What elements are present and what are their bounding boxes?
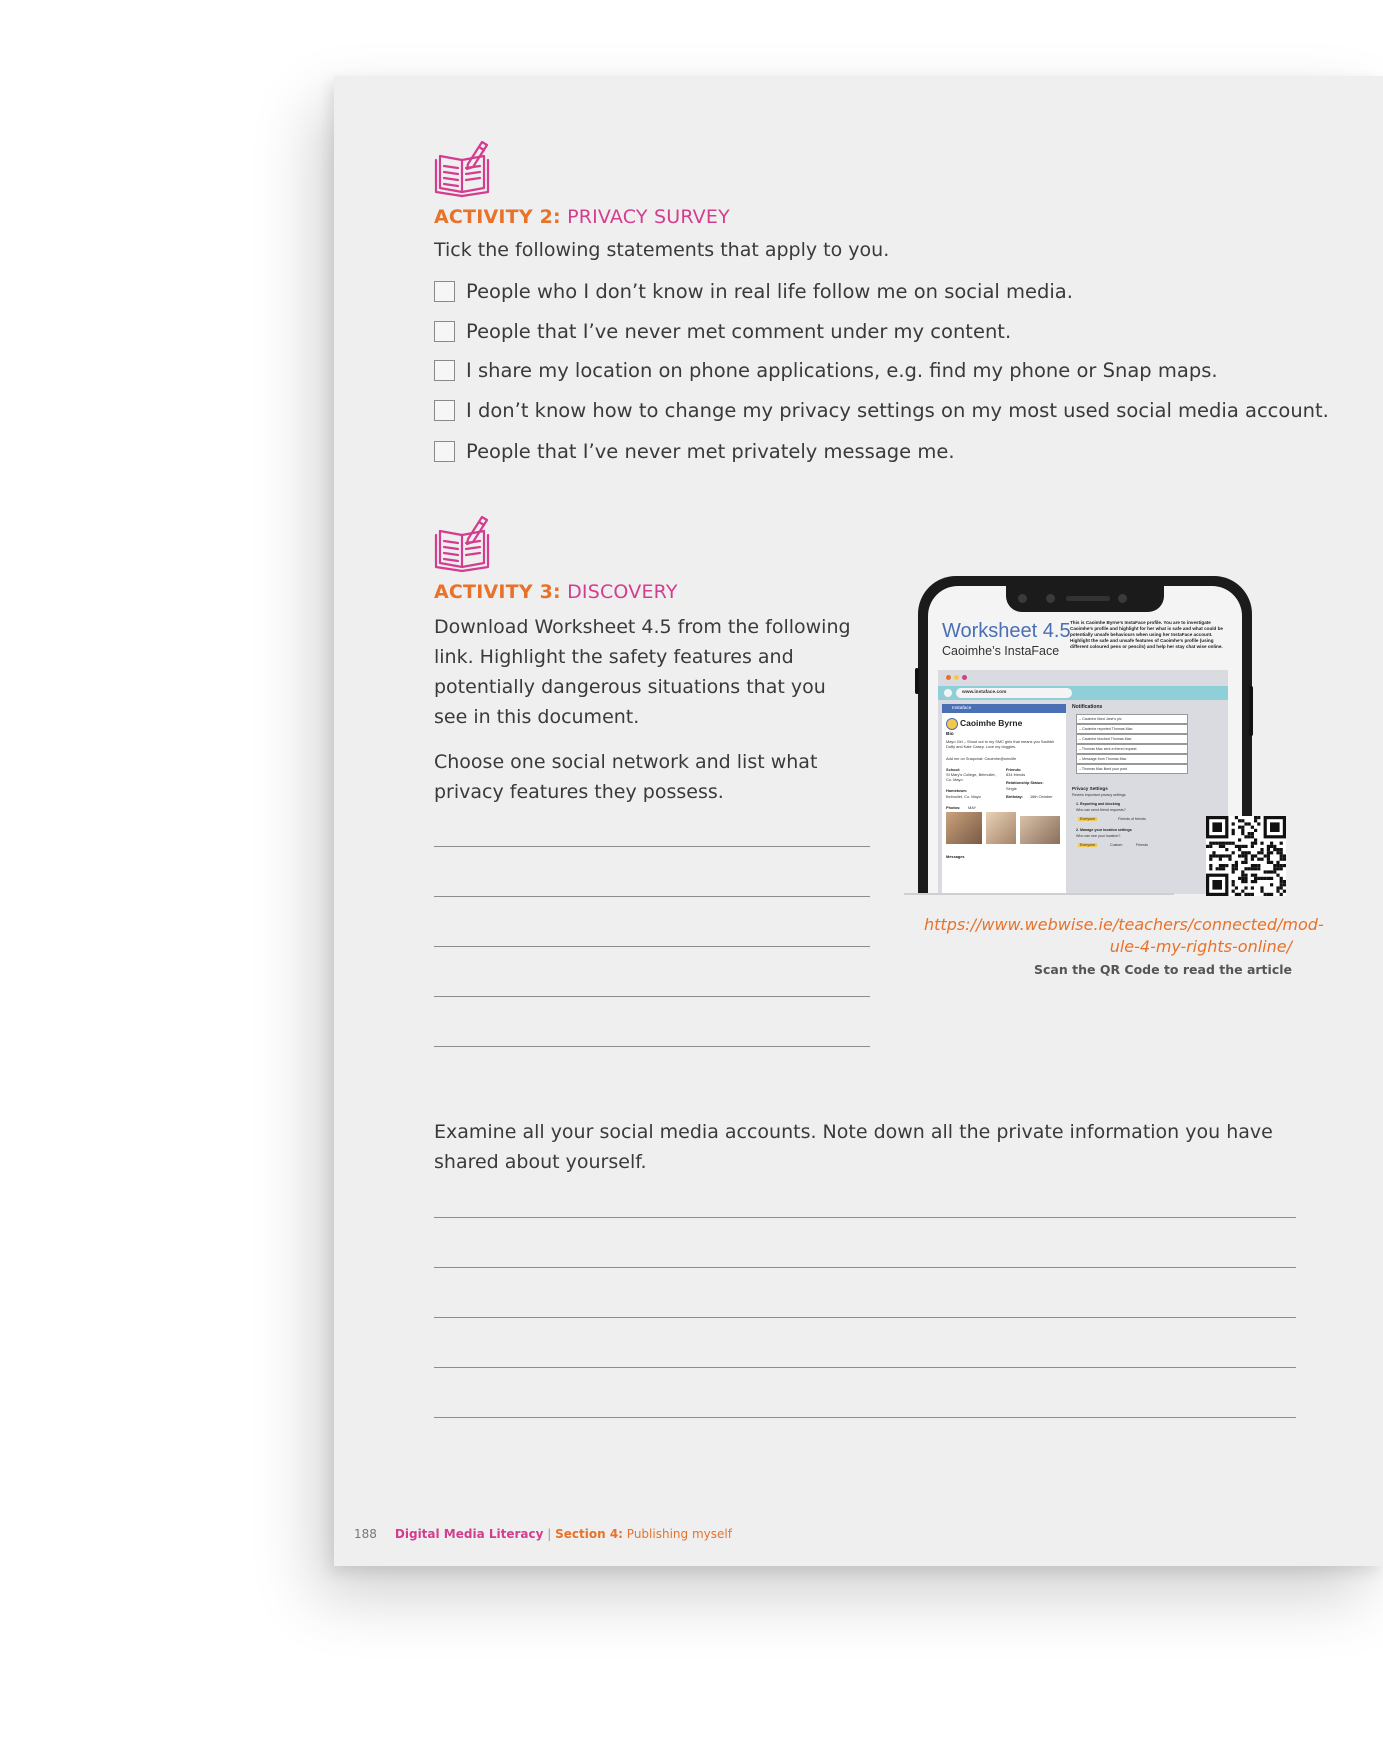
answer-line[interactable]: [434, 1317, 1296, 1318]
notification-item: – Thomas Mac sent a friend request: [1076, 744, 1188, 754]
hometown-value: Belmullet, Co. Mayo: [946, 794, 981, 799]
answer-line[interactable]: [434, 896, 870, 897]
book-pencil-icon: [432, 513, 492, 575]
worksheet-intro: This is Caoimhe Byrne’s InstaFace profile. You are to investigate Caoimhe’s profile and highlight for her what is safe and what could be potentially unsafe behaviours when using her InstaFace account. Highlight the safe and unsafe features of Caoimhe’s profile (using different coloured pens or pencils) and help her stay chat wise online.: [1070, 620, 1223, 649]
privacy-option: Everyone: [1080, 843, 1096, 847]
photos-label: Photos:: [946, 805, 961, 810]
statement-text: People that I’ve never met comment under my content.: [466, 319, 1012, 343]
window-dot-icon: [954, 675, 959, 680]
notifications-panel: [1072, 704, 1224, 894]
qr-code[interactable]: [1206, 816, 1286, 896]
section-label: Section 4:: [555, 1527, 623, 1541]
friends-label: Friends:: [1006, 767, 1022, 772]
privacy-option: Custom: [1110, 843, 1123, 847]
privacy-option: Friends: [1136, 843, 1148, 847]
answer-line[interactable]: [434, 1046, 870, 1047]
notification-item: – Caoimhe reported Thomas Mac: [1076, 724, 1188, 734]
birthday-label: Birthday:: [1006, 794, 1024, 799]
activity-3-paragraph-2: Choose one social network and list what privacy features they possess.: [434, 751, 818, 803]
school-value: St Mary’s College, Belmullet, Co. Mayo: [946, 772, 996, 782]
friends-value: 834 friends: [1006, 772, 1026, 777]
camera-icon: [1018, 594, 1027, 603]
hometown-label: Hometown:: [946, 788, 968, 793]
window-dot-icon: [946, 675, 951, 680]
activity-2-name: PRIVACY SURVEY: [567, 206, 730, 228]
privacy-question-1: Who can send friend requests?: [1076, 808, 1126, 812]
relationship-value: Single: [1006, 786, 1017, 791]
book-title: Digital Media Literacy: [394, 1527, 544, 1541]
page-footer: [354, 1527, 732, 1541]
activity-3-paragraph-1: Download Worksheet 4.5 from the following link. Highlight the safety features and potentially dangerous situations that you see in this document.: [434, 616, 851, 728]
tick-box[interactable]: [434, 281, 455, 302]
activity-2-instruction: Tick the following statements that apply to you.: [434, 239, 890, 261]
activity-3-heading: [434, 581, 678, 603]
photos-note: MAY: [968, 805, 977, 810]
phone-side-button: [915, 668, 919, 694]
statement-row: [434, 395, 1329, 425]
statement-text: People that I’ve never met privately message me.: [466, 439, 955, 463]
answer-line[interactable]: [434, 946, 870, 947]
profile-photo: [986, 812, 1016, 844]
statement-text: I don’t know how to change my privacy settings on my most used social media account.: [466, 398, 1329, 422]
worksheet-title: Worksheet 4.5: [942, 620, 1071, 642]
browser-toolbar: [938, 686, 1228, 700]
profile-panel: [942, 704, 1066, 894]
worksheet-link[interactable]: https://www.webwise.ie/teachers/connected/mod-ule-4-my-rights-online/: [924, 915, 1324, 956]
notification-item: – Caoimhe blocked Thomas Mac: [1076, 734, 1188, 744]
instaface-header: Instaface: [942, 704, 1066, 713]
answer-line[interactable]: [434, 1267, 1296, 1268]
book-pencil-icon: [432, 138, 492, 200]
answer-line[interactable]: [434, 996, 870, 997]
answer-line[interactable]: [434, 846, 870, 847]
back-icon: [944, 689, 952, 697]
privacy-title: Privacy Settings: [1072, 786, 1108, 791]
activity-2-heading: [434, 206, 730, 228]
profile-photo: [1020, 816, 1060, 844]
phone-side-button: [1249, 686, 1253, 736]
tick-box[interactable]: [434, 441, 455, 462]
birthday-value: 16th October: [1030, 794, 1053, 799]
worksheet-subtitle: Caoimhe’s InstaFace: [942, 644, 1060, 658]
activity-2-number: ACTIVITY 2:: [434, 206, 561, 228]
sensor-icon: [1046, 594, 1055, 603]
sensor-icon: [1118, 594, 1127, 603]
page-number: 188: [354, 1527, 377, 1541]
notifications-title: Notifications: [1072, 704, 1103, 710]
profile-photo: [946, 812, 982, 844]
privacy-item-1: 1. Reporting and blocking: [1076, 802, 1121, 806]
answer-line[interactable]: [434, 1217, 1296, 1218]
tick-box[interactable]: [434, 321, 455, 342]
bio-label: Bio: [946, 732, 954, 737]
privacy-option: Friends of friends: [1118, 817, 1146, 821]
activity-3-number: ACTIVITY 3:: [434, 581, 561, 603]
notification-item: – Caoimhe liked Jane’s pic: [1076, 714, 1188, 724]
section-name: Publishing myself: [622, 1527, 732, 1541]
statement-row: [434, 276, 1073, 306]
browser-window: [938, 670, 1228, 894]
answer-line[interactable]: [434, 1417, 1296, 1418]
tick-box[interactable]: [434, 400, 455, 421]
privacy-subtitle: Review important privacy settings: [1072, 793, 1126, 797]
privacy-option: Everyone: [1080, 817, 1096, 821]
statement-text: People who I don’t know in real life follow me on social media.: [466, 279, 1073, 303]
statement-text: I share my location on phone applications, e.g. find my phone or Snap maps.: [466, 358, 1218, 382]
phone-mockup: [918, 576, 1252, 894]
snapchat-text: Add me on Snapchat: Caoimhe@smclife: [946, 756, 1017, 761]
window-dot-icon: [962, 675, 967, 680]
statement-row: [434, 316, 1011, 346]
notification-item: – Thomas Mac liked your post: [1076, 764, 1188, 774]
answer-line[interactable]: [434, 1367, 1296, 1368]
speaker-icon: [1066, 596, 1110, 601]
activity-3-name: DISCOVERY: [567, 581, 678, 603]
address-bar: www.instaface.com: [956, 688, 1072, 698]
phone-notch: [1006, 586, 1164, 612]
privacy-question-2: Who can see your location?: [1076, 834, 1121, 838]
messages-label: Messages: [946, 854, 965, 859]
bio-text: Mayo Girl – Shout out to my SMC girls that means you Sadhbh Duffy and Kate Casey. Love my doggies.: [946, 739, 1055, 749]
notification-item: – Message from Thomas Mac: [1076, 754, 1188, 764]
avatar: [946, 718, 958, 730]
school-label: School:: [946, 767, 961, 772]
tick-box[interactable]: [434, 360, 455, 381]
footer-separator: |: [543, 1527, 556, 1541]
relationship-label: Relationship Status:: [1006, 780, 1044, 785]
qr-caption: Scan the QR Code to read the article: [1034, 962, 1292, 977]
privacy-item-2: 2. Manage your location settings: [1076, 828, 1132, 832]
workbook-page: [334, 76, 1383, 1566]
activity-4-instruction: Examine all your social media accounts. Note down all the private information you have shared about yourself.: [434, 1121, 1273, 1173]
statement-row: [434, 355, 1218, 385]
phone-cutoff-edge: [904, 893, 1174, 895]
phone-screen: [928, 586, 1242, 894]
statement-row: [434, 436, 955, 466]
profile-name: Caoimhe Byrne: [960, 718, 1023, 728]
